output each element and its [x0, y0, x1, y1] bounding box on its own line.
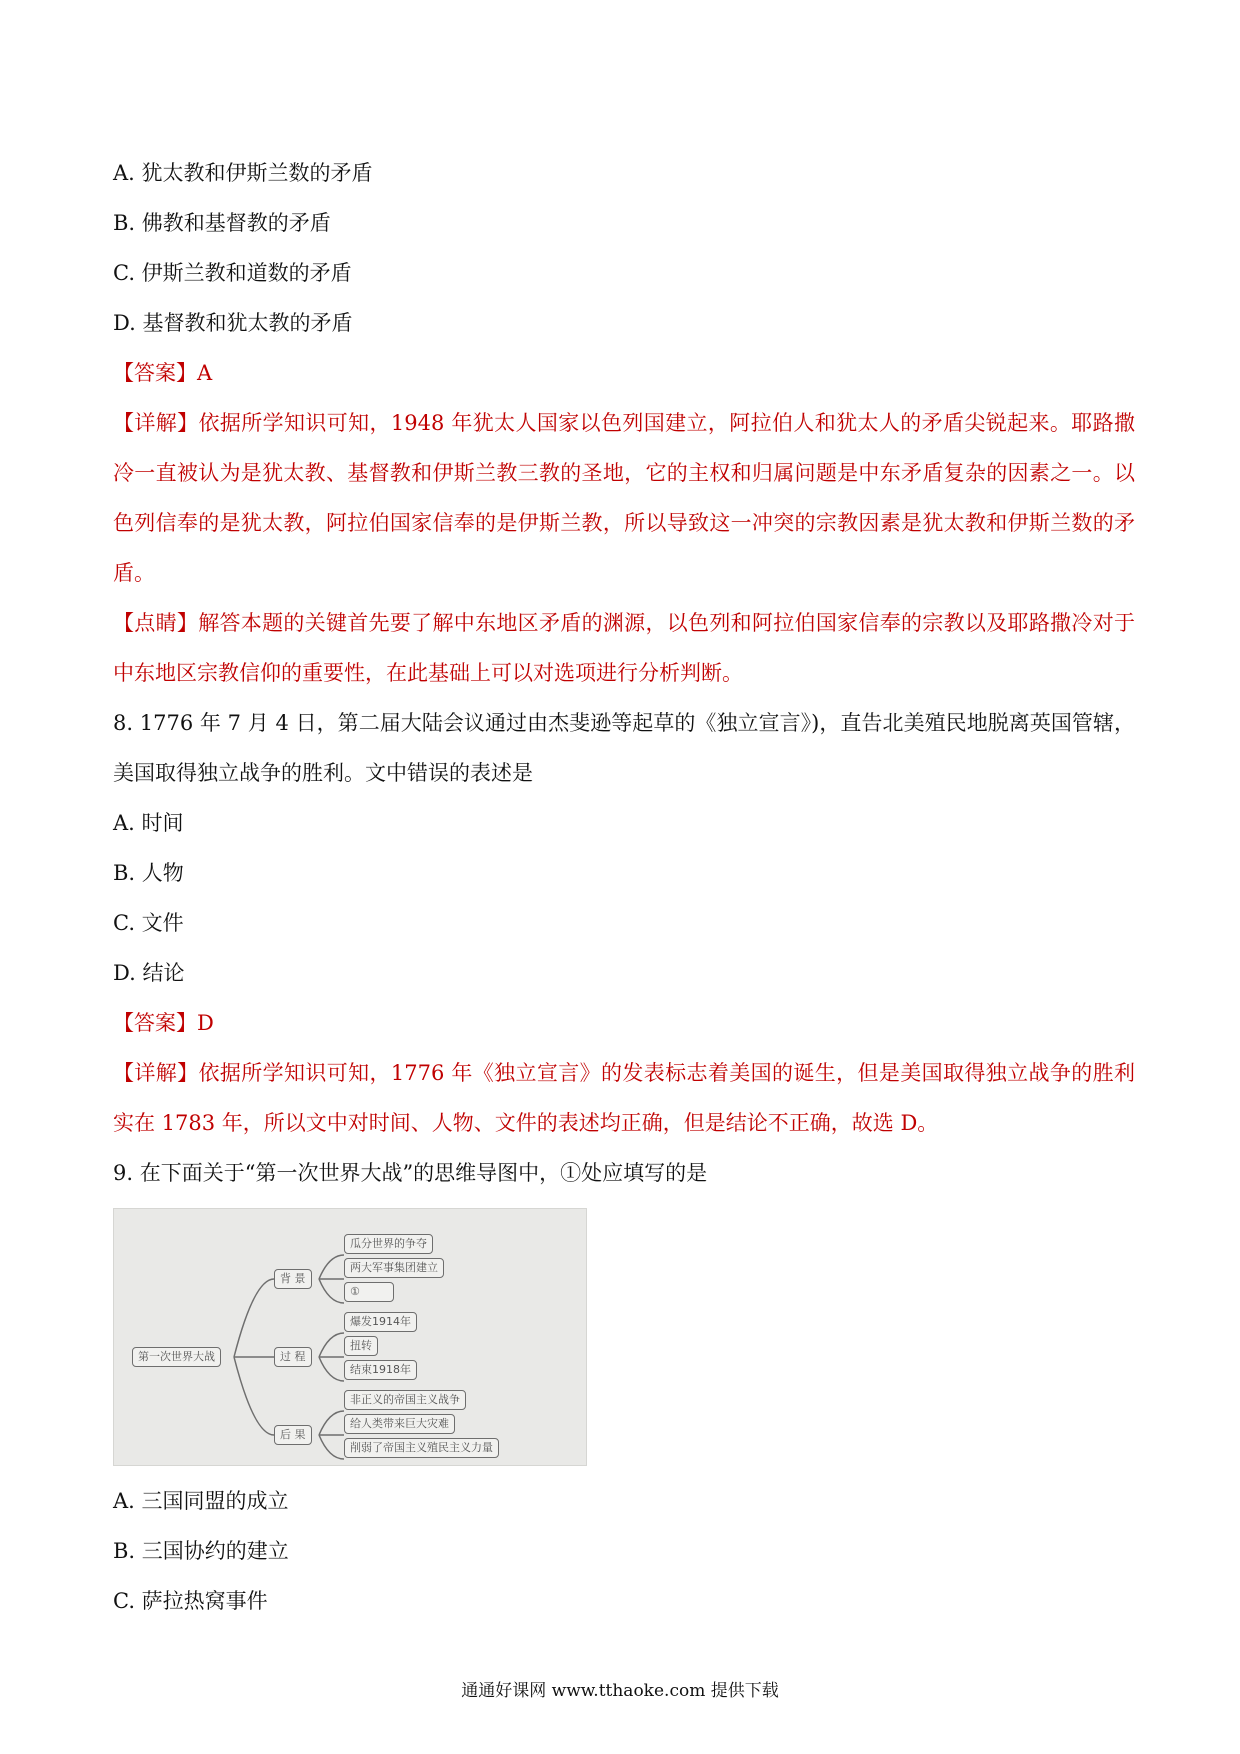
mind-map-figure [113, 1208, 587, 1466]
q9-option-b: B. 三国协约的建立 [113, 1539, 289, 1563]
q7-option-a: A. 犹太教和伊斯兰数的矛盾 [113, 161, 373, 185]
explain-text: 依据所学知识可知，1776 年《独立宣言》的发表标志着美国的诞生，但是美国取得独立战争的胜利实在 1783 年，所以文中对时间、人物、文件的表述均正确，但是结论不正确，故选 D。 [113, 1061, 1135, 1135]
branch-process: 过 程 [274, 1347, 312, 1367]
answer-tag: 【答案】 [113, 361, 197, 385]
node-result-1: 非正义的帝国主义战争 [344, 1390, 466, 1410]
answer-value: D [197, 1011, 214, 1035]
q8-stem: 8. 1776 年 7 月 4 日，第二届大陆会议通过由杰斐逊等起草的《独立宣言》)，直告北美殖民地脱离英国管辖，美国取得独立战争的胜利。文中错误的表述是 [113, 711, 1135, 785]
explain-text: 依据所学知识可知，1948 年犹太人国家以色列国建立，阿拉伯人和犹太人的矛盾尖锐起来。耶路撒冷一直被认为是犹太教、基督教和伊斯兰教三教的圣地，它的主权和归属问题是中东矛盾复杂的因素之一。以色列信奉的是犹太教，阿拉伯国家信奉的是伊斯兰教，所以导致这一冲突的宗教因素是犹太教和伊斯兰数的矛盾。 [113, 411, 1135, 585]
document-body [113, 148, 1135, 1626]
node-background-1: 瓜分世界的争夺 [344, 1234, 433, 1254]
page-footer: 通通好课网 www.tthaoke.com 提供下载 [461, 1681, 779, 1701]
node-process-2: 扭转 [344, 1336, 378, 1356]
q9-option-a: A. 三国同盟的成立 [113, 1489, 289, 1513]
q7-option-b: B. 佛教和基督教的矛盾 [113, 211, 331, 235]
q9-stem: 9. 在下面关于“第一次世界大战”的思维导图中，①处应填写的是 [113, 1161, 708, 1185]
q8-option-d: D. 结论 [113, 961, 185, 985]
q8-explanation [113, 1048, 1135, 1148]
q7-option-c: C. 伊斯兰教和道数的矛盾 [113, 261, 352, 285]
q8-option-c: C. 文件 [113, 911, 184, 935]
q8-answer [113, 998, 1135, 1048]
q7-option-d: D. 基督教和犹太教的矛盾 [113, 311, 353, 335]
branch-result: 后 果 [274, 1425, 312, 1445]
explain-tag: 【详解】 [113, 411, 199, 435]
node-process-3: 结束1918年 [344, 1360, 417, 1380]
node-background-2: 两大军事集团建立 [344, 1258, 444, 1278]
q7-answer [113, 348, 1135, 398]
node-result-2: 给人类带来巨大灾难 [344, 1414, 455, 1434]
q7-explanation [113, 398, 1135, 598]
q9-option-c: C. 萨拉热窝事件 [113, 1589, 268, 1613]
point-text: 解答本题的关键首先要了解中东地区矛盾的渊源，以色列和阿拉伯国家信奉的宗教以及耶路撒冷对于中东地区宗教信仰的重要性，在此基础上可以对选项进行分析判断。 [113, 611, 1136, 685]
mind-map-root: 第一次世界大战 [132, 1347, 221, 1367]
q8-option-b: B. 人物 [113, 861, 184, 885]
q7-key-point [113, 598, 1135, 698]
node-result-3: 削弱了帝国主义殖民主义力量 [344, 1438, 499, 1458]
point-tag: 【点睛】 [113, 611, 199, 635]
answer-value: A [197, 361, 213, 385]
answer-tag: 【答案】 [113, 1011, 197, 1035]
q8-option-a: A. 时间 [113, 811, 184, 835]
node-background-blank: ① [344, 1282, 394, 1302]
branch-background: 背 景 [274, 1269, 312, 1289]
explain-tag: 【详解】 [113, 1061, 199, 1085]
node-process-1: 爆发1914年 [344, 1312, 417, 1332]
